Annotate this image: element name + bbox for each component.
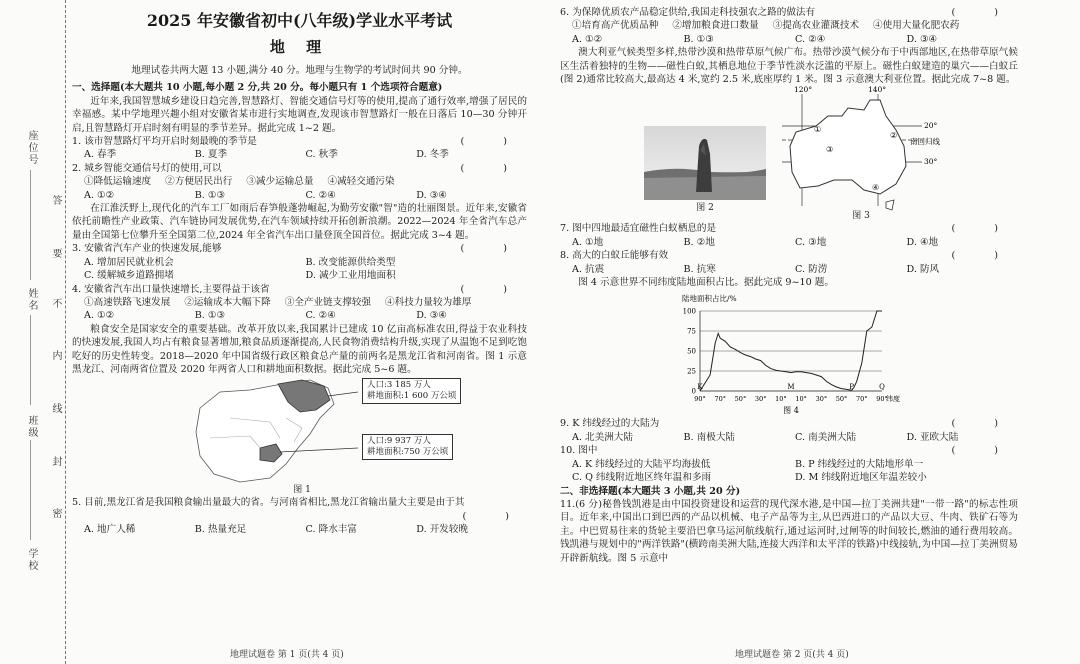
option-b: B. 抗寒 bbox=[683, 263, 716, 275]
option-d: D. ④地 bbox=[906, 236, 939, 248]
latitude-marker-q: Q bbox=[879, 383, 885, 392]
option-d: D. 开发较晚 bbox=[416, 524, 469, 536]
figure-1 bbox=[72, 378, 527, 496]
question-10-stem: 10. 图中 bbox=[560, 445, 598, 457]
item-2: ②方便居民出行 bbox=[165, 176, 233, 188]
question-5 bbox=[72, 496, 527, 509]
item-4: ④科技力量较为雄厚 bbox=[385, 296, 472, 308]
answer-blank: ( ) bbox=[460, 283, 525, 295]
binding-char: 内 bbox=[50, 350, 61, 362]
question-8-stem: 8. 高大的白蚁丘能够有效 bbox=[560, 250, 669, 262]
question-2 bbox=[72, 162, 527, 175]
option-a: A. 抗震 bbox=[572, 263, 605, 275]
x-tick-label: 50° bbox=[734, 395, 747, 404]
page-1 bbox=[72, 6, 527, 537]
longitude-120-label: 120° bbox=[794, 86, 813, 95]
henan-farmland: 耕地面积:750 万公顷 bbox=[367, 447, 449, 458]
option-d: D. 冬季 bbox=[416, 149, 449, 161]
option-c: C. ②④ bbox=[305, 310, 336, 322]
x-tick-label: 30° bbox=[815, 395, 828, 404]
exam-title: 2025 年安徽省初中(八年级)学业水平考试 bbox=[146, 11, 453, 30]
binding-char: 封 bbox=[50, 456, 61, 468]
question-6-items bbox=[560, 19, 1018, 32]
figure-3-caption: 图 3 bbox=[852, 211, 870, 222]
question-4-stem: 4. 安徽省汽车出口量快速增长,主要得益于该省 bbox=[72, 283, 270, 295]
item-2: ②运输成本大幅下降 bbox=[184, 296, 271, 308]
question-2-items bbox=[72, 175, 527, 188]
option-a: A. ①地 bbox=[572, 236, 604, 248]
latitude-20-label: 20° bbox=[924, 121, 938, 131]
item-4: ④使用大量化肥农药 bbox=[873, 20, 960, 32]
option-b: B. ①③ bbox=[194, 189, 226, 201]
x-tick-label: 70° bbox=[714, 395, 726, 404]
passage-1: 近年来,我国智慧城乡建设日趋完善,智慧路灯、智能交通信号灯等的使用,提高了通行效率,增强了居民的幸福感。某中学地理兴趣小组对安徽省某市进行实地调查,发现该市智慧路灯一般在日落后 10—30 分钟开启,且智慧路灯开启时刻有明显的季节差异。据此完成 1~2 题。 bbox=[72, 95, 527, 134]
answer-blank: ( ) bbox=[460, 162, 525, 174]
option-d: D. ③④ bbox=[416, 189, 447, 201]
option-b: B. P 纬线经过的大陆地形单一 bbox=[795, 458, 924, 470]
x-tick-label: 70° bbox=[856, 395, 868, 404]
passage-4: 澳大利亚气候类型多样,热带沙漠和热带草原气候广布。热带沙漠气候分布于中西部地区,在热带草原气候区生活着独特的生物——磁性白蚁,其栖息地位于季节性淡水泛滥的平原上。磁性白蚁建造的巢穴——白蚁丘(图 2)通常比较高大,最高达 4 米,宽约 2.5 米,底座厚约 1 米。图 3 示意澳大利亚位置。据此完成 7~8 题。 bbox=[560, 47, 1018, 86]
answer-blank: ( ) bbox=[951, 445, 1016, 457]
item-1: ①高速铁路飞速发展 bbox=[84, 296, 171, 308]
seat-number-label: 座位号 bbox=[26, 130, 37, 166]
figure-4-caption: 图 4 bbox=[783, 406, 799, 416]
henan-data-box bbox=[362, 434, 453, 460]
question-6-options bbox=[560, 33, 1018, 46]
latitude-marker-k: K bbox=[697, 383, 703, 392]
question-1-stem: 1. 该市智慧路灯平均开启时刻最晚的季节是 bbox=[72, 136, 257, 148]
question-7-stem: 7. 图中四地最适宜磁性白蚁栖息的是 bbox=[560, 223, 717, 235]
page-1-footer: 地理试题卷 第 1 页(共 4 页) bbox=[230, 650, 344, 660]
answer-blank: ( ) bbox=[460, 243, 525, 255]
option-a: A. K 纬线经过的大陆平均海拔低 bbox=[572, 458, 711, 470]
binding-char: 密 bbox=[50, 508, 61, 520]
binding-char: 不 bbox=[50, 298, 61, 310]
heilongjiang-population: 人口:3 185 万人 bbox=[367, 380, 431, 391]
question-4 bbox=[72, 283, 527, 296]
land-area-latitude-chart bbox=[656, 289, 916, 417]
item-3: ③提高农业灌溉技术 bbox=[772, 20, 860, 32]
map-point-1: ① bbox=[814, 125, 822, 135]
figure-2-caption: 图 2 bbox=[696, 203, 714, 214]
passage-3: 粮食安全是国家安全的重要基础。改革开放以来,我国累计已建成 10 亿亩高标准农田,得益于农业科技的快速发展,我国人均占有粮食显著增加,粮食品质逐渐提高,人民食物消费结构升级,实现了从温饱不足到吃饱吃好的历史性转变。2018—2020 年中国省级行政区粮食总产量的前两名是黑龙江省和河南省。图 1 示意黑龙江、河南两省位置及 2020 年两省人口和耕地面积数据。据此完成 5~6 题。 bbox=[72, 323, 527, 375]
option-b: B. ②地 bbox=[683, 236, 715, 248]
answer-blank: ( ) bbox=[951, 418, 1016, 430]
option-b: B. 夏季 bbox=[194, 149, 228, 161]
option-d: D. 防风 bbox=[906, 263, 940, 275]
option-c: C. ②④ bbox=[795, 33, 826, 45]
question-2-stem: 2. 城乡智能交通信号灯的使用,可以 bbox=[72, 162, 222, 174]
question-7 bbox=[560, 222, 1018, 235]
option-c: C. 缓解城乡道路拥堵 bbox=[84, 270, 174, 282]
longitude-140-label: 140° bbox=[868, 86, 887, 95]
exam-note: 地理试卷共两大题 13 小题,满分 40 分。地理与生物学的考试时间共 90 分钟。 bbox=[131, 65, 468, 76]
item-1: ①降低运输速度 bbox=[84, 176, 152, 188]
option-c: C. ③地 bbox=[795, 236, 827, 248]
passage-5: 图 4 示意世界不同纬度陆地面积占比。据此完成 9~10 题。 bbox=[578, 277, 834, 289]
heilongjiang-farmland: 耕地面积:1 600 万公顷 bbox=[367, 391, 457, 402]
option-a: A. ①② bbox=[84, 310, 115, 322]
map-point-2: ② bbox=[890, 131, 898, 141]
y-tick-label: 75 bbox=[687, 327, 696, 336]
option-a: A. 增加居民就业机会 bbox=[84, 256, 174, 268]
school-label: 学校 bbox=[26, 548, 37, 572]
x-axis-unit: 纬度 bbox=[886, 395, 900, 404]
question-6-stem: 6. 为保障优质农产品稳定供给,我国走科技强农之路的做法有 bbox=[560, 7, 816, 18]
tropic-of-capricorn-label: 南回归线 bbox=[910, 137, 940, 147]
question-2-options bbox=[72, 189, 527, 202]
question-5-options bbox=[72, 523, 527, 536]
map-point-3: ③ bbox=[826, 145, 834, 155]
option-d: D. ③④ bbox=[416, 310, 447, 322]
question-4-options bbox=[72, 309, 527, 322]
question-1-options bbox=[72, 148, 527, 161]
question-1 bbox=[72, 135, 527, 148]
option-d: D. M 纬线附近地区年温差较小 bbox=[795, 472, 927, 484]
name-label: 姓名 bbox=[26, 288, 37, 312]
question-9-options bbox=[560, 431, 1018, 444]
question-10-options bbox=[560, 458, 1018, 485]
question-8 bbox=[560, 249, 1018, 262]
option-c: C. 秋季 bbox=[305, 149, 338, 161]
option-b: B. 热量充足 bbox=[194, 524, 247, 536]
option-d: D. 减少工业用地面积 bbox=[305, 270, 396, 282]
y-tick-label: 25 bbox=[687, 367, 696, 376]
section-2-heading: 二、非选择题(本大题共 3 小题,共 20 分) bbox=[560, 485, 741, 497]
figure-4 bbox=[560, 289, 1018, 417]
option-c: C. 南美洲大陆 bbox=[795, 431, 857, 443]
x-tick-label: 10° bbox=[775, 395, 787, 404]
answer-blank: ( ) bbox=[462, 510, 527, 522]
henan-population: 人口:9 937 万人 bbox=[367, 436, 431, 447]
heilongjiang-data-box bbox=[362, 378, 461, 404]
question-3-stem: 3. 安徽省汽车产业的快速发展,能够 bbox=[72, 243, 222, 255]
question-7-options bbox=[560, 236, 1018, 249]
binding-char: 答 bbox=[50, 195, 61, 207]
y-tick-label: 50 bbox=[687, 347, 696, 356]
latitude-marker-m: M bbox=[787, 383, 795, 392]
y-tick-label: 100 bbox=[682, 307, 696, 316]
answer-blank: ( ) bbox=[460, 136, 525, 148]
y-tick-label: 0 bbox=[691, 387, 696, 396]
latitude-marker-p: P bbox=[849, 383, 855, 392]
x-tick-label: 10° bbox=[795, 395, 807, 404]
subject-title: 地 理 bbox=[269, 38, 330, 56]
option-a: A. ①② bbox=[572, 33, 603, 45]
question-9 bbox=[560, 417, 1018, 430]
option-b: B. 南极大陆 bbox=[683, 431, 736, 443]
x-tick-label: 50° bbox=[835, 395, 848, 404]
map-point-4: ④ bbox=[872, 183, 880, 193]
option-a: A. ①② bbox=[84, 189, 115, 201]
passage-2: 在江淮沃野上,现代化的汽车工厂如雨后春笋般蓬勃崛起,为勤劳安徽"智"造的壮丽图景。近年来,安徽省依托前瞻性产业政策、汽车链协同发展优势,在汽车领域持续开拓创新浪潮。2022—2024 年全省汽车总产量由全国第七位攀升至全国第二位,2024 年全省汽车出口量登顶全国首位。据此完成 3~4 题。 bbox=[72, 203, 527, 241]
answer-blank: ( ) bbox=[951, 7, 1016, 18]
australia-map bbox=[782, 86, 952, 214]
question-3 bbox=[72, 242, 527, 255]
question-8-options bbox=[560, 263, 1018, 276]
class-label: 班级 bbox=[26, 415, 37, 439]
option-a: A. 春季 bbox=[84, 149, 117, 161]
binding-margin bbox=[0, 0, 66, 664]
page-2-footer: 地理试题卷 第 2 页(共 4 页) bbox=[735, 650, 849, 660]
x-tick-label: 90° bbox=[694, 395, 706, 404]
figure-1-caption: 图 1 bbox=[293, 485, 311, 496]
latitude-30-label: 30° bbox=[924, 157, 938, 167]
option-d: D. 亚欧大陆 bbox=[906, 431, 959, 443]
question-4-items bbox=[72, 296, 527, 309]
page-2 bbox=[560, 6, 1018, 565]
question-11: 11.(6 分)秘鲁钱凯港是由中国投资建设和运营的现代深水港,是中国—拉丁美洲共建"一带一路"的标志性项目。近年来,中国出口到巴西的产品以机械、电子产品等为主,从巴西进口的产品以大豆、牛肉、铁矿石等为主。中巴贸易往来的货轮主要沿巴拿马运河航线航行,通过运河时,过闸等的时间较长,燃油的通行费用较高。钱凯港与规划中的"两洋铁路"(横跨南美洲大陆,连接大西洋和太平洋的铁路)中线接轨,为中国—拉丁美洲贸易开辟新航线。图 5 示意中 bbox=[560, 498, 1018, 564]
y-axis-label: 陆地面积占比/% bbox=[682, 294, 737, 304]
item-1: ①培育高产优质品种 bbox=[572, 20, 659, 32]
item-4: ④减轻交通污染 bbox=[327, 176, 395, 188]
figures-2-3 bbox=[560, 86, 1018, 222]
question-10 bbox=[560, 444, 1018, 457]
option-b: B. ①③ bbox=[194, 310, 226, 322]
binding-char: 要 bbox=[50, 248, 61, 260]
question-6 bbox=[560, 6, 1018, 19]
option-c: C. 防涝 bbox=[795, 263, 828, 275]
option-a: A. 地广人稀 bbox=[84, 524, 136, 536]
x-tick-label: 30° bbox=[754, 395, 767, 404]
option-c: C. ②④ bbox=[305, 189, 336, 201]
termite-mound-photo bbox=[644, 126, 766, 200]
option-d: D. ③④ bbox=[906, 33, 938, 45]
x-tick-label: 90° bbox=[876, 395, 888, 404]
option-b: B. ①③ bbox=[683, 33, 714, 45]
option-b: B. 改变能源供给类型 bbox=[305, 256, 396, 268]
question-3-options bbox=[72, 256, 527, 283]
question-5-stem: 5. 目前,黑龙江省是我国粮食输出量最大的省。与河南省相比,黑龙江省输出量大主要是由于其 bbox=[72, 497, 465, 509]
answer-blank: ( ) bbox=[951, 250, 1016, 262]
answer-blank: ( ) bbox=[951, 223, 1016, 235]
binding-char: 线 bbox=[50, 403, 61, 415]
question-9-stem: 9. K 纬线经过的大陆为 bbox=[560, 418, 660, 430]
item-3: ③减少运输总量 bbox=[246, 176, 314, 188]
option-c: C. Q 纬线附近地区终年温和多雨 bbox=[572, 472, 712, 484]
option-c: C. 降水丰富 bbox=[305, 524, 357, 536]
item-3: ③全产业链支撑较强 bbox=[284, 296, 372, 308]
section-1-heading: 一、选择题(本大题共 10 小题,每小题 2 分,共 20 分。每小题只有 1 个选项符合题意) bbox=[72, 82, 443, 94]
option-a: A. 北美洲大陆 bbox=[572, 431, 633, 443]
item-2: ②增加粮食进口数量 bbox=[672, 20, 759, 32]
